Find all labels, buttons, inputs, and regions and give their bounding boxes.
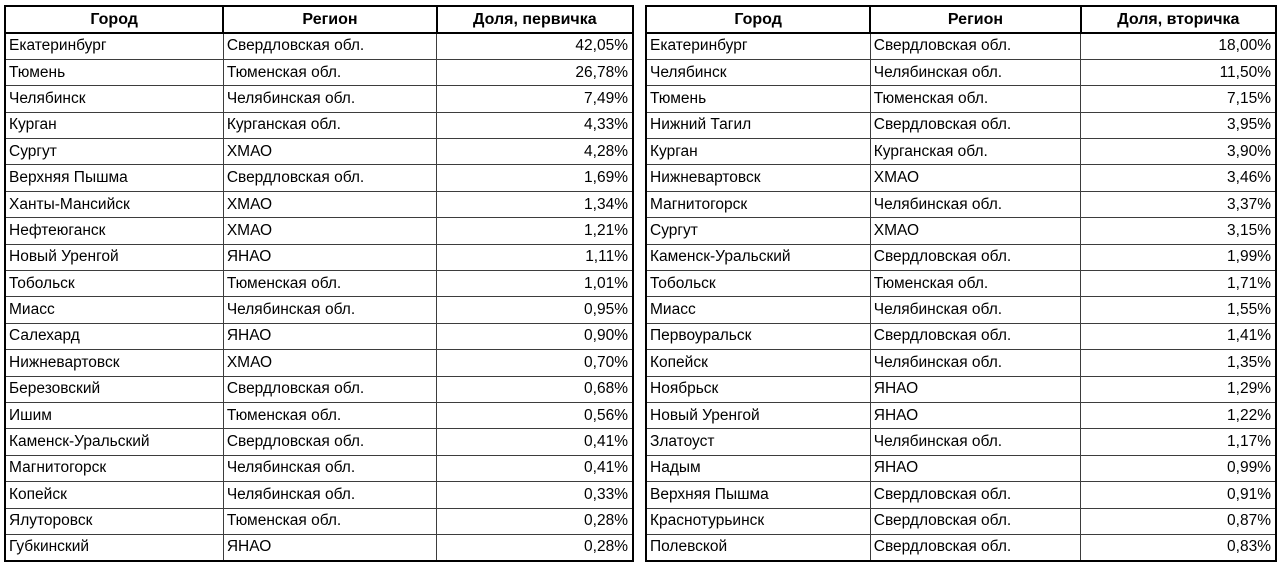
table-row — [646, 534, 1276, 560]
cell-region: Челябинская обл. — [870, 429, 1080, 455]
cell-city: Нижний Тагил — [646, 112, 870, 138]
cell-share: 1,69% — [437, 165, 633, 191]
cell-city: Тюмень — [646, 86, 870, 112]
cell-share: 0,99% — [1081, 455, 1276, 481]
cell-share: 0,90% — [437, 323, 633, 349]
column-header-city: Город — [646, 6, 870, 33]
cell-region: ЯНАО — [223, 244, 436, 270]
table-row — [5, 271, 633, 297]
cell-region: Тюменская обл. — [223, 508, 436, 534]
cell-share: 1,29% — [1081, 376, 1276, 402]
cell-share: 1,71% — [1081, 271, 1276, 297]
table-row — [5, 534, 633, 560]
cell-share: 3,37% — [1081, 191, 1276, 217]
primary-share-table — [4, 5, 634, 562]
cell-share: 1,22% — [1081, 402, 1276, 428]
cell-share: 7,49% — [437, 86, 633, 112]
cell-share: 1,17% — [1081, 429, 1276, 455]
cell-region: ХМАО — [870, 165, 1080, 191]
cell-share: 3,46% — [1081, 165, 1276, 191]
table-row — [5, 59, 633, 85]
cell-city: Каменск-Уральский — [646, 244, 870, 270]
cell-city: Курган — [646, 139, 870, 165]
cell-city: Губкинский — [5, 534, 223, 560]
cell-region: Свердловская обл. — [870, 534, 1080, 560]
table-row — [646, 323, 1276, 349]
header-row — [5, 6, 633, 33]
cell-region: Челябинская обл. — [223, 297, 436, 323]
cell-share: 0,68% — [437, 376, 633, 402]
cell-region: Челябинская обл. — [870, 59, 1080, 85]
cell-region: Тюменская обл. — [223, 402, 436, 428]
cell-city: Челябинск — [5, 86, 223, 112]
cell-city: Сургут — [646, 218, 870, 244]
cell-share: 0,33% — [437, 482, 633, 508]
cell-region: Челябинская обл. — [223, 86, 436, 112]
cell-share: 0,91% — [1081, 482, 1276, 508]
cell-city: Нефтеюганск — [5, 218, 223, 244]
table-row — [5, 139, 633, 165]
cell-region: ХМАО — [223, 218, 436, 244]
cell-city: Надым — [646, 455, 870, 481]
table-row — [646, 350, 1276, 376]
cell-city: Магнитогорск — [5, 455, 223, 481]
table-row — [646, 112, 1276, 138]
cell-share: 3,90% — [1081, 139, 1276, 165]
secondary-share-table — [645, 5, 1277, 562]
table-row — [5, 33, 633, 59]
cell-region: Свердловская обл. — [223, 33, 436, 59]
cell-region: ХМАО — [223, 139, 436, 165]
cell-city: Миасс — [646, 297, 870, 323]
table-row — [5, 455, 633, 481]
cell-region: Свердловская обл. — [870, 33, 1080, 59]
table-row — [646, 86, 1276, 112]
cell-share: 0,41% — [437, 429, 633, 455]
cell-city: Сургут — [5, 139, 223, 165]
table-row — [646, 429, 1276, 455]
header-row — [646, 6, 1276, 33]
table-row — [646, 482, 1276, 508]
cell-region: ЯНАО — [870, 376, 1080, 402]
table-row — [646, 508, 1276, 534]
cell-region: Свердловская обл. — [870, 323, 1080, 349]
column-header-region: Регион — [223, 6, 436, 33]
secondary-table-body — [646, 33, 1276, 561]
cell-region: ХМАО — [223, 350, 436, 376]
cell-region: Челябинская обл. — [223, 455, 436, 481]
cell-share: 1,55% — [1081, 297, 1276, 323]
cell-region: ХМАО — [870, 218, 1080, 244]
cell-city: Ялуторовск — [5, 508, 223, 534]
cell-share: 0,56% — [437, 402, 633, 428]
table-row — [5, 297, 633, 323]
cell-city: Челябинск — [646, 59, 870, 85]
cell-share: 1,41% — [1081, 323, 1276, 349]
cell-region: Тюменская обл. — [223, 59, 436, 85]
table-row — [646, 376, 1276, 402]
table-row — [5, 191, 633, 217]
table-row — [5, 482, 633, 508]
table-row — [5, 402, 633, 428]
column-header-share-primary: Доля, первичка — [437, 6, 633, 33]
table-row — [5, 244, 633, 270]
cell-region: ЯНАО — [223, 323, 436, 349]
table-row — [5, 323, 633, 349]
cell-city: Краснотурьинск — [646, 508, 870, 534]
table-row — [646, 139, 1276, 165]
table-row — [5, 112, 633, 138]
cell-share: 0,87% — [1081, 508, 1276, 534]
table-row — [5, 508, 633, 534]
cell-share: 0,83% — [1081, 534, 1276, 560]
cell-region: ЯНАО — [870, 402, 1080, 428]
cell-city: Екатеринбург — [646, 33, 870, 59]
cell-share: 0,41% — [437, 455, 633, 481]
table-row — [646, 244, 1276, 270]
cell-city: Новый Уренгой — [5, 244, 223, 270]
table-row — [646, 59, 1276, 85]
cell-city: Каменск-Уральский — [5, 429, 223, 455]
column-header-share-secondary: Доля, вторичка — [1081, 6, 1276, 33]
cell-city: Курган — [5, 112, 223, 138]
table-row — [646, 218, 1276, 244]
cell-city: Магнитогорск — [646, 191, 870, 217]
table-row — [646, 191, 1276, 217]
cell-region: Свердловская обл. — [870, 244, 1080, 270]
cell-region: Челябинская обл. — [870, 297, 1080, 323]
table-row — [646, 165, 1276, 191]
cell-region: Тюменская обл. — [870, 271, 1080, 297]
cell-region: Челябинская обл. — [870, 191, 1080, 217]
cell-share: 1,35% — [1081, 350, 1276, 376]
cell-share: 26,78% — [437, 59, 633, 85]
cell-city: Нижневартовск — [646, 165, 870, 191]
cell-city: Златоуст — [646, 429, 870, 455]
cell-region: Курганская обл. — [870, 139, 1080, 165]
cell-share: 7,15% — [1081, 86, 1276, 112]
table-row — [646, 402, 1276, 428]
cell-region: Свердловская обл. — [223, 165, 436, 191]
cell-city: Копейск — [5, 482, 223, 508]
cell-share: 4,28% — [437, 139, 633, 165]
table-row — [646, 33, 1276, 59]
cell-region: Свердловская обл. — [870, 508, 1080, 534]
column-header-region: Регион — [870, 6, 1080, 33]
cell-share: 0,28% — [437, 534, 633, 560]
cell-share: 1,01% — [437, 271, 633, 297]
cell-share: 1,11% — [437, 244, 633, 270]
table-row — [5, 429, 633, 455]
cell-region: Свердловская обл. — [223, 429, 436, 455]
cell-city: Тобольск — [5, 271, 223, 297]
cell-share: 1,34% — [437, 191, 633, 217]
cell-region: Свердловская обл. — [223, 376, 436, 402]
cell-share: 4,33% — [437, 112, 633, 138]
cell-region: ЯНАО — [870, 455, 1080, 481]
cell-share: 1,21% — [437, 218, 633, 244]
cell-share: 3,15% — [1081, 218, 1276, 244]
cell-city: Первоуральск — [646, 323, 870, 349]
cell-city: Новый Уренгой — [646, 402, 870, 428]
cell-share: 0,70% — [437, 350, 633, 376]
cell-city: Верхняя Пышма — [646, 482, 870, 508]
cell-city: Копейск — [646, 350, 870, 376]
cell-region: Тюменская обл. — [223, 271, 436, 297]
table-row — [646, 455, 1276, 481]
cell-city: Нижневартовск — [5, 350, 223, 376]
table-row — [5, 376, 633, 402]
cell-region: Челябинская обл. — [870, 350, 1080, 376]
table-row — [646, 297, 1276, 323]
cell-region: Курганская обл. — [223, 112, 436, 138]
cell-region: Тюменская обл. — [870, 86, 1080, 112]
cell-city: Салехард — [5, 323, 223, 349]
cell-city: Полевской — [646, 534, 870, 560]
table-row — [5, 165, 633, 191]
primary-table-body — [5, 33, 633, 561]
cell-city: Ноябрьск — [646, 376, 870, 402]
cell-share: 0,95% — [437, 297, 633, 323]
table-row — [5, 350, 633, 376]
column-header-city: Город — [5, 6, 223, 33]
cell-share: 0,28% — [437, 508, 633, 534]
table-row — [646, 271, 1276, 297]
cell-region: Челябинская обл. — [223, 482, 436, 508]
cell-city: Тюмень — [5, 59, 223, 85]
cell-share: 11,50% — [1081, 59, 1276, 85]
cell-city: Верхняя Пышма — [5, 165, 223, 191]
cell-city: Екатеринбург — [5, 33, 223, 59]
cell-region: Свердловская обл. — [870, 112, 1080, 138]
cell-city: Березовский — [5, 376, 223, 402]
cell-share: 3,95% — [1081, 112, 1276, 138]
table-row — [5, 86, 633, 112]
cell-region: ЯНАО — [223, 534, 436, 560]
cell-region: ХМАО — [223, 191, 436, 217]
cell-share: 1,99% — [1081, 244, 1276, 270]
cell-city: Ишим — [5, 402, 223, 428]
cell-region: Свердловская обл. — [870, 482, 1080, 508]
table-row — [5, 218, 633, 244]
cell-city: Ханты-Мансийск — [5, 191, 223, 217]
cell-share: 18,00% — [1081, 33, 1276, 59]
cell-city: Тобольск — [646, 271, 870, 297]
cell-city: Миасс — [5, 297, 223, 323]
cell-share: 42,05% — [437, 33, 633, 59]
